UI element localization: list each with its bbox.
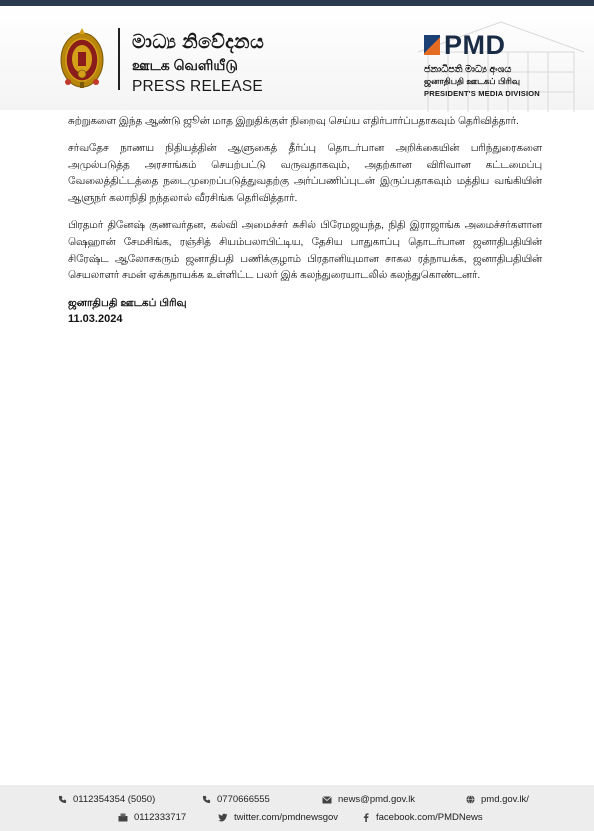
mobile-text: 0770666555 xyxy=(217,794,270,805)
website-text: pmd.gov.lk/ xyxy=(481,794,529,805)
header xyxy=(0,6,594,110)
pmd-logo xyxy=(424,30,506,60)
email-icon xyxy=(322,796,332,804)
pmd-logo-mark-icon xyxy=(424,35,440,55)
national-emblem-icon xyxy=(58,26,106,90)
title-tamil: ஊடக வெளியீடு xyxy=(132,57,238,73)
footer-email[interactable] xyxy=(322,794,415,805)
footer-website[interactable] xyxy=(466,794,529,805)
pmd-logo-text: PMD xyxy=(444,30,506,60)
paragraph-2: சர்வதேச நாணய நிதியத்தின் ஆளுகைத் தீர்ப்பு தொடர்பான அறிக்கையின் பரிந்துரைகளை அமுல்படுத்த அரசாங்கம் செயற்பட்டு வருவதாகவும், அதற்கான விரிவான கட்டமைப்பு வேலைத்திட்டத்தை நடைமுறைப்படுத்துவதற்கு அர்ப்பணிப்புடன் இருப்பதாகவும் மத்திய வங்கியின் ஆளுநர் கலாநிதி நந்தலால் வீரசிங்க தெரிவித்தார். xyxy=(68,142,542,205)
title-english: PRESS RELEASE xyxy=(132,78,263,95)
twitter-text: twitter.com/pmdnewsgov xyxy=(234,812,339,823)
mobile-phone-icon xyxy=(202,795,211,804)
facebook-text: facebook.com/PMDNews xyxy=(376,812,483,823)
footer-mobile xyxy=(202,794,270,805)
phone-icon xyxy=(58,795,67,804)
footer-fax xyxy=(118,812,186,823)
header-divider xyxy=(118,28,120,90)
pmd-name-english: PRESIDENT'S MEDIA DIVISION xyxy=(424,89,540,98)
email-text: news@pmd.gov.lk xyxy=(338,794,416,805)
contact-footer xyxy=(0,785,594,831)
pmd-name-sinhala: ජනාධිපති මාධ්‍ය අංශය xyxy=(424,64,512,75)
globe-icon xyxy=(466,795,475,804)
signature-office: ஜனாதிபதி ஊடகப் பிரிவு xyxy=(68,297,187,310)
paragraph-3: பிரதமர் தினேஷ் குணவர்தன, கல்வி அமைச்சர் சுசில் பிரேமஜயந்த, நிதி இராஜாங்க அமைச்சர்களான ஷெஹான் சேமசிங்க, ரஞ்சித் சியம்பலாபிட்டிய, தேசிய பாதுகாப்பு தொடர்பான ஜனாதிபதியின் சிரேஷ்ட ஆலோசகரும் ஜனாதிபதி பணிக்குழாம் பிரதானியுமான சாகல ரத்நாயக்க, ஜனாதிபதியின் செயலாளர் சமன் ஏக்கநாயக்க உள்ளிட்ட பலர் இக் கலந்துரையாடலில் கலந்துகொண்டனர். xyxy=(68,219,542,282)
signature-date: 11.03.2024 xyxy=(68,313,123,326)
twitter-icon xyxy=(218,813,228,822)
fax-text: 0112333717 xyxy=(134,812,187,823)
pmd-name-tamil: ஜனாதிபதி ஊடகப் பிரிவு xyxy=(424,76,520,86)
paragraph-1: சுற்றுகளை இந்த ஆண்டு ஜூன் மாத இறுதிக்குள் நிறைவு செய்ய எதிர்பார்ப்பதாகவும் தெரிவித்தார். xyxy=(68,116,519,127)
facebook-icon xyxy=(362,813,370,822)
fax-icon xyxy=(118,813,128,822)
title-sinhala: මාධ්‍ය නිවේදනය xyxy=(132,32,265,53)
phone-text: 0112354354 (5050) xyxy=(73,794,156,805)
footer-facebook[interactable] xyxy=(362,812,483,823)
footer-twitter[interactable] xyxy=(218,812,338,823)
release-body xyxy=(68,114,542,327)
footer-phone xyxy=(58,794,155,805)
